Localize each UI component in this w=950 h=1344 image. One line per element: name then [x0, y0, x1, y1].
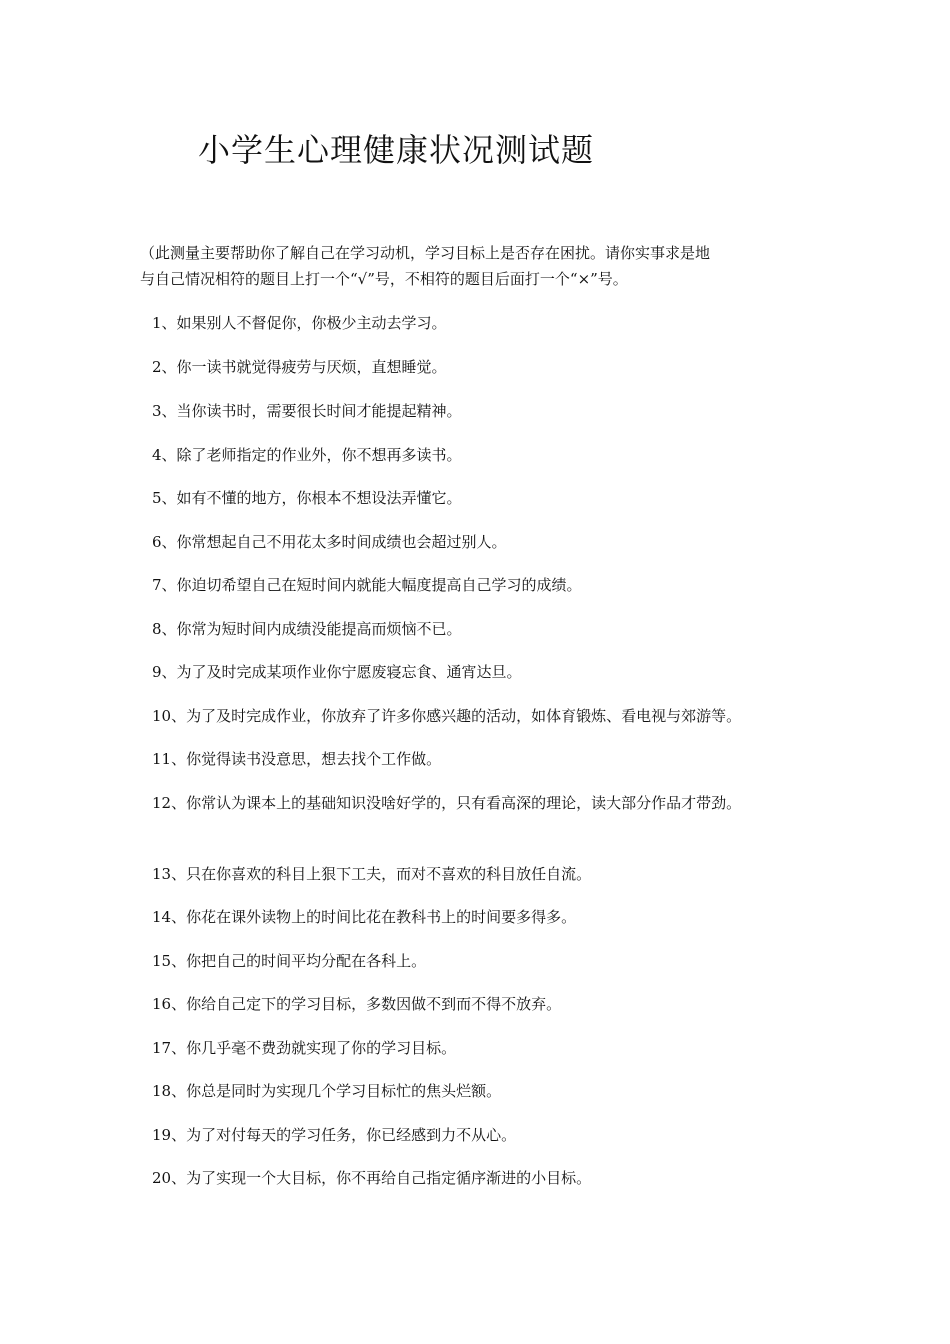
page-title: 小学生心理健康状况测试题 [198, 131, 595, 169]
question-item: 3、当你读书时，需要很长时间才能提起精神。 [152, 402, 462, 420]
question-item: 14、你花在课外读物上的时间比花在教科书上的时间要多得多。 [152, 908, 577, 926]
question-item: 10、为了及时完成作业，你放弃了许多你感兴趣的活动，如体育锻炼、看电视与郊游等。 [152, 707, 742, 725]
question-item: 15、你把自己的时间平均分配在各科上。 [152, 952, 427, 970]
question-item: 6、你常想起自己不用花太多时间成绩也会超过别人。 [152, 533, 507, 551]
question-item: 13、只在你喜欢的科目上狠下工夫，而对不喜欢的科目放任自流。 [152, 865, 592, 883]
question-item: 8、你常为短时间内成绩没能提高而烦恼不已。 [152, 620, 462, 638]
question-item: 19、为了对付每天的学习任务，你已经感到力不从心。 [152, 1126, 517, 1144]
question-item: 16、你给自己定下的学习目标，多数因做不到而不得不放弃。 [152, 995, 562, 1013]
question-item: 5、如有不懂的地方，你根本不想设法弄懂它。 [152, 489, 462, 507]
intro-line: （此测量主要帮助你了解自己在学习动机，学习目标上是否存在困扰。请你实事求是地 [140, 244, 711, 262]
question-item: 11、你觉得读书没意思，想去找个工作做。 [152, 750, 442, 768]
question-item: 1、如果别人不督促你，你极少主动去学习。 [152, 314, 447, 332]
question-item: 18、你总是同时为实现几个学习目标忙的焦头烂额。 [152, 1082, 502, 1100]
question-item: 4、除了老师指定的作业外，你不想再多读书。 [152, 446, 462, 464]
question-item: 2、你一读书就觉得疲劳与厌烦，直想睡觉。 [152, 358, 447, 376]
intro-line: 与自己情况相符的题目上打一个“√”号，不相符的题目后面打一个“×”号。 [140, 270, 628, 288]
question-item: 9、为了及时完成某项作业你宁愿废寝忘食、通宵达旦。 [152, 663, 522, 681]
question-item: 12、你常认为课本上的基础知识没啥好学的，只有看高深的理论，读大部分作品才带劲。 [152, 794, 742, 812]
question-item: 7、你迫切希望自己在短时间内就能大幅度提高自己学习的成绩。 [152, 576, 582, 594]
intro-paragraph [140, 240, 830, 292]
question-item: 17、你几乎毫不费劲就实现了你的学习目标。 [152, 1039, 457, 1057]
question-item: 20、为了实现一个大目标，你不再给自己指定循序渐进的小目标。 [152, 1169, 592, 1187]
